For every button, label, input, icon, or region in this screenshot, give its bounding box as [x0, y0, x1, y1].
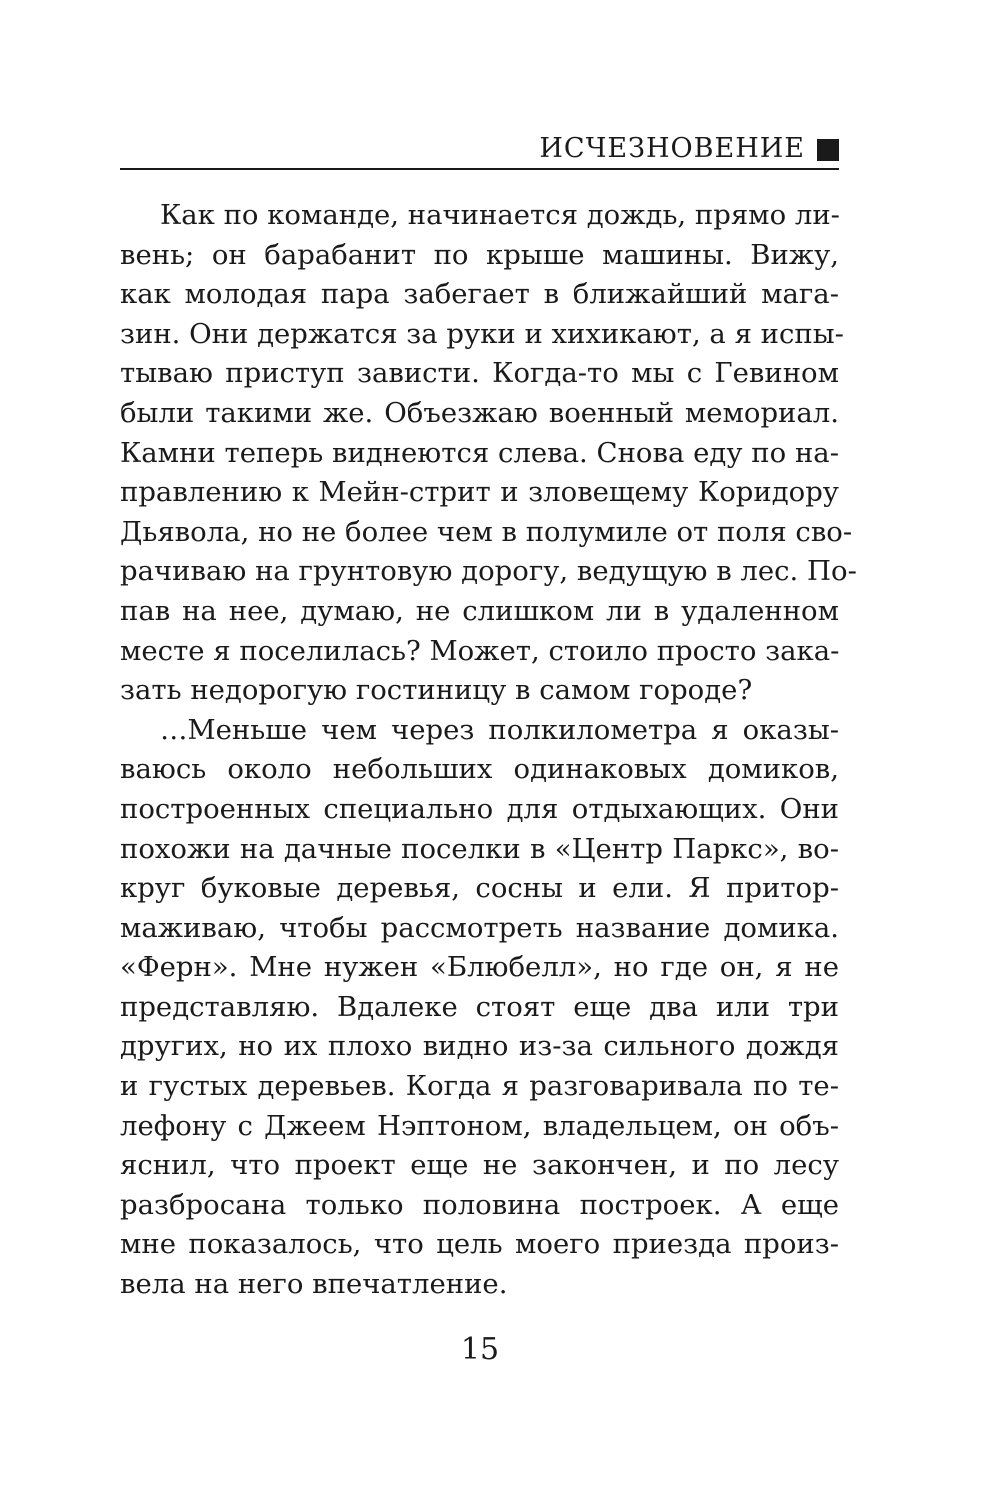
text-line: мне показалось, что цель моего приезда произ- [120, 1228, 839, 1261]
text-line: круг буковые деревья, сосны и ели. Я притор- [120, 872, 839, 905]
text-line: разбросана только половина построек. А еще [120, 1188, 839, 1221]
text-line: вела на него впечатление. [120, 1268, 508, 1301]
body-text [120, 196, 857, 1305]
text-line: Как по команде, начинается дождь, прямо ли- [160, 199, 840, 231]
black-square-icon [817, 139, 839, 161]
text-line: похожи на дачные поселки в «Центр Паркс», во- [120, 832, 839, 865]
text-line: яснил, что проект еще не закончен, и по лесу [120, 1149, 839, 1182]
text-line: лефону с Джеем Нэптоном, владельцем, он объ- [120, 1109, 839, 1142]
text-line: и густых деревьев. Когда я разговаривала по те- [120, 1070, 839, 1103]
text-line: месте я поселилась? Может, стоило просто зака- [120, 634, 840, 667]
text-line: пав на нее, думаю, не слишком ли в удаленном [120, 594, 839, 627]
text-line: ваюсь около небольших одинаковых домиков, [120, 753, 839, 786]
text-line: зать недорогую гостиницу в самом городе? [120, 674, 753, 707]
text-line: были такими же. Объезжаю военный мемориал. [120, 396, 839, 429]
text-line: построенных специально для отдыхающих. Они [120, 792, 839, 825]
page-number: 15 [460, 1332, 500, 1367]
chapter-title: ИСЧЕЗНОВЕНИЕ [539, 133, 805, 164]
paragraph-1 [120, 196, 857, 711]
text-line: «Ферн». Мне нужен «Блюбелл», но где он, я не [120, 951, 839, 984]
text-line: …Меньше чем через полкилометра я оказы- [160, 713, 839, 746]
text-line: Камни теперь виднеются слева. Снова еду по на- [120, 436, 839, 469]
text-line: вень; он барабанит по крыше машины. Вижу, [120, 238, 839, 271]
text-line: Дьявола, но не более чем в полумиле от поля сво- [120, 515, 853, 548]
paragraph-2 [120, 711, 839, 1305]
text-line: зин. Они держатся за руки и хихикают, а я испы- [120, 317, 844, 350]
running-header [120, 128, 839, 170]
text-line: рачиваю на грунтовую дорогу, ведущую в лес. По- [120, 555, 857, 588]
text-line: маживаю, чтобы рассмотреть название домика. [120, 911, 839, 944]
text-line: других, но их плохо видно из-за сильного дождя [120, 1030, 839, 1063]
text-line: правлению к Мейн-стрит и зловещему Коридору [120, 476, 839, 509]
text-line: как молодая пара забегает в ближайший мага- [120, 278, 839, 311]
text-line: представляю. Вдалеке стоят еще два или три [120, 990, 839, 1023]
text-line: тываю приступ зависти. Когда-то мы с Гевином [120, 357, 839, 390]
